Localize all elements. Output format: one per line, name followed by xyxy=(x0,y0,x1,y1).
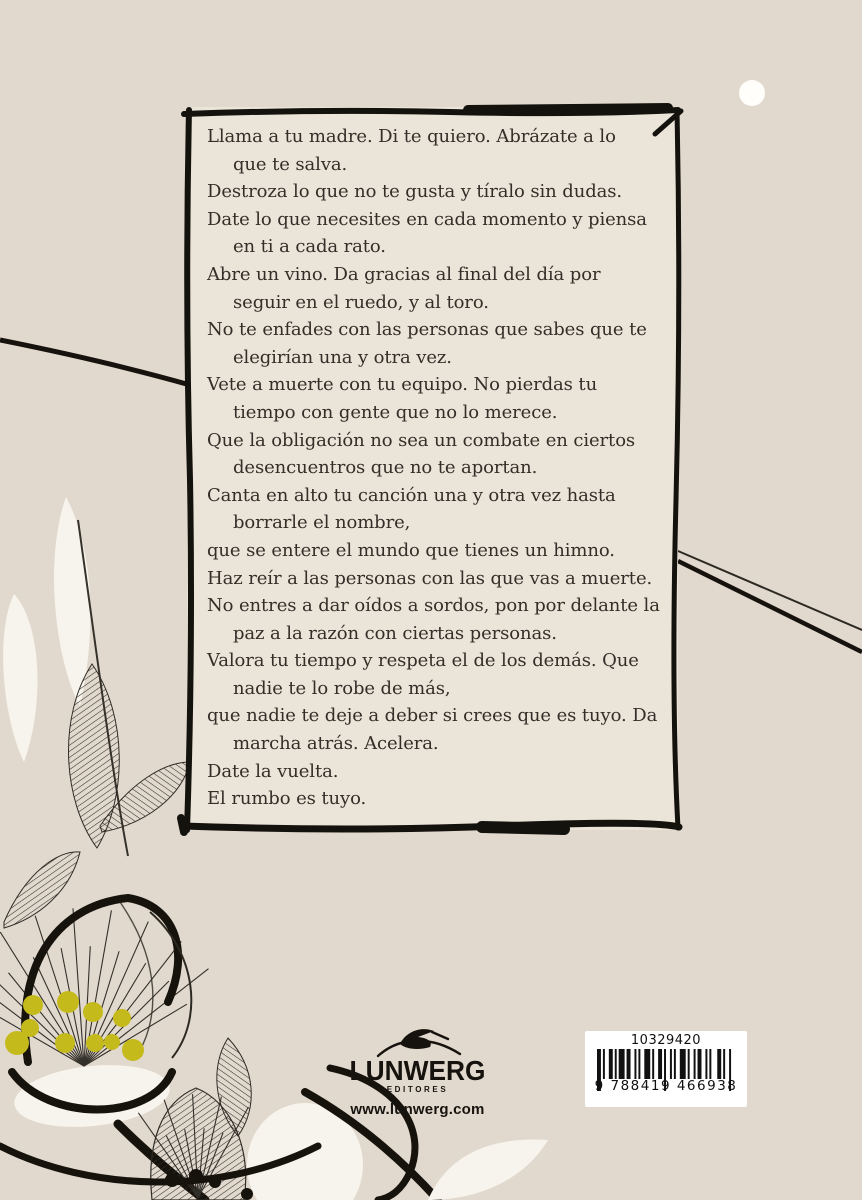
poem-line: No te enfades con las personas que sabes que te xyxy=(207,319,647,341)
poem-line: marcha atrás. Acelera. xyxy=(233,733,439,755)
publisher-logo xyxy=(330,1024,505,1118)
poem-line: elegirían una y otra vez. xyxy=(233,346,452,368)
diagonal-line-right-thick xyxy=(678,561,862,652)
poem-line: Valora tu tiempo y respeta el de los demás. Que xyxy=(207,650,639,672)
diagonal-line-right-thin xyxy=(678,551,862,630)
poem-line: No entres a dar oídos a sordos, pon por delante la xyxy=(207,595,660,617)
poem-line: paz a la razón con ciertas personas. xyxy=(233,622,557,644)
poem-line: que se entere el mundo que tienes un himno. xyxy=(207,539,615,561)
poem-line: seguir en el ruedo, y al toro. xyxy=(233,291,489,313)
poem-line: El rumbo es tuyo. xyxy=(207,788,367,810)
barcode-top-number: 10329420 xyxy=(630,1033,702,1048)
barcode-sticker xyxy=(585,1031,747,1107)
poem-line: en ti a cada rato. xyxy=(233,236,386,258)
poem-line: Que la obligación no sea un combate en ciertos xyxy=(207,429,636,451)
poem-line: Canta en alto tu canción una y otra vez hasta xyxy=(207,484,616,506)
poem-line: tiempo con gente que no lo merece. xyxy=(233,401,558,423)
poem-line: Llama a tu madre. Di te quiero. Abrázate a lo xyxy=(207,126,616,147)
poem-line: que nadie te deje a deber si crees que es tuyo. Da xyxy=(207,705,658,727)
barcode-isbn: 9 788419 466938 xyxy=(594,1078,738,1094)
poem-line: Date lo que necesites en cada momento y piensa xyxy=(207,208,647,230)
poem-line: Vete a muerte con tu equipo. No pierdas tu xyxy=(207,374,598,396)
poem-line: Destroza lo que no te gusta y tíralo sin dudas. xyxy=(207,181,623,203)
poem-line: Date la vuelta. xyxy=(207,760,339,782)
white-dot xyxy=(739,80,765,106)
publisher-name: LUNWERG xyxy=(349,1055,486,1086)
poem-line: desencuentros que no te aportan. xyxy=(233,457,538,479)
poem-line: borrarle el nombre, xyxy=(233,512,411,534)
poem-line: Haz reír a las personas con las que vas a muerte. xyxy=(207,567,653,589)
poem-line: Abre un vino. Da gracias al final del día por xyxy=(207,263,601,285)
publisher-website: www.lunwerg.com xyxy=(350,1101,485,1118)
poem-text xyxy=(207,123,669,813)
publisher-subtitle: EDITORES xyxy=(386,1085,449,1094)
poem-line: que te salva. xyxy=(233,153,348,175)
diagonal-line-left xyxy=(0,340,190,385)
poem-line: nadie te lo robe de más, xyxy=(233,677,451,699)
